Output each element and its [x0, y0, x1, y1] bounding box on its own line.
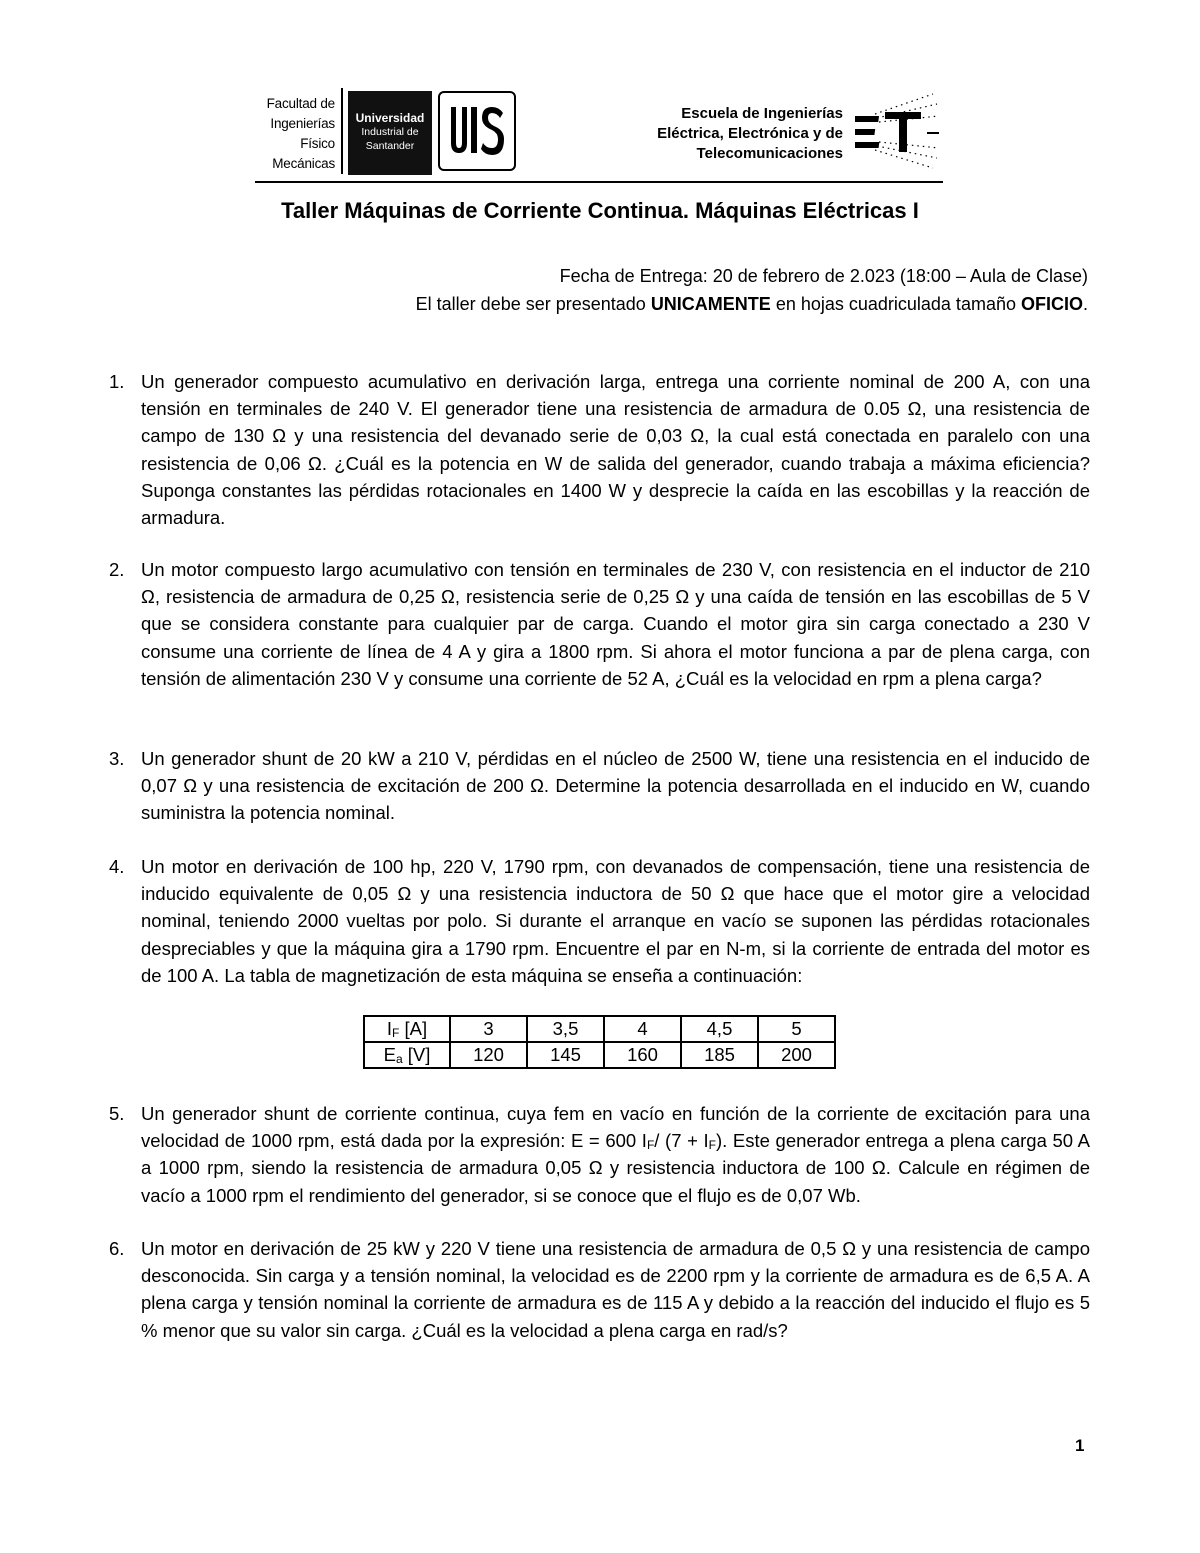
problem-text-part: / (7 + I — [654, 1130, 709, 1152]
problem-text: Un motor en derivación de 100 hp, 220 V, 1790 rpm, con devanados de compensación, tiene una resistencia de inducido equivalente de 0,05 Ω y una resistencia inductora de 50 Ω que hace que el motor gire a velocidad nominal, teniendo 2000 vueltas por polo. Si durante el arranque en vacío se suponen las pérdidas rotacionales despreciables y que la máquina gira a 1790 rpm. Encuentre el par en N-m, si la corriente de entrada del motor es de 100 A. La tabla de magnetización de esta máquina se enseña a continuación: — [141, 856, 1090, 986]
problem-text: Un generador compuesto acumulativo en derivación larga, entrega una corriente nominal de 200 A, con una tensión en terminales de 240 V. El generador tiene una resistencia de armadura de 0.05 Ω, una resistencia de campo de 130 Ω y una resistencia del devanado serie de 0,03 Ω, la cual está conectada en paralelo con una resistencia de 0,06 Ω. ¿Cuál es la potencia en W de salida del generador, cuando trabaja a máxima eficiencia? Suponga constantes las pérdidas rotacionales en 1400 W y desprecie la caída en las escobillas y la reacción de armadura. — [141, 371, 1090, 529]
instruction-emphasis: OFICIO — [1020, 294, 1083, 314]
problem-number: 5. — [109, 1103, 125, 1124]
table-row — [364, 1042, 835, 1068]
faculty-line: Mecánicas — [272, 156, 335, 171]
uis-logo-icon — [440, 93, 514, 169]
header-rule — [255, 181, 943, 183]
due-date: Fecha de Entrega: 20 de febrero de 2.023 (18:00 – Aula de Clase) — [559, 266, 1088, 286]
table-cell: 3,5 — [527, 1016, 604, 1042]
document-title: Taller Máquinas de Corriente Continua. Máquinas Eléctricas I — [281, 198, 919, 223]
problem-item — [109, 1100, 1090, 1209]
instruction-text: El taller debe ser presentado — [415, 294, 651, 314]
instruction-emphasis: UNICAMENTE — [650, 294, 771, 314]
unit-label: [V] — [402, 1044, 431, 1065]
faculty-line: Físico — [300, 136, 335, 151]
faculty-line: Facultad de — [266, 96, 335, 111]
page-number: 1 — [1075, 1436, 1085, 1455]
subscript: F — [392, 1025, 400, 1040]
problem-number: 1. — [109, 371, 125, 392]
problem-item — [109, 745, 1090, 827]
table-cell: 4,5 — [681, 1016, 758, 1042]
submission-info — [416, 262, 1088, 318]
instruction-text: en hojas cuadriculada tamaño — [770, 294, 1021, 314]
subscript: a — [395, 1051, 403, 1066]
page-header — [255, 86, 943, 182]
university-name-block — [348, 91, 432, 175]
problem-item — [109, 556, 1090, 692]
table-header-cell — [364, 1042, 450, 1068]
e3t-logo-icon — [855, 88, 943, 172]
table-cell: 185 — [681, 1042, 758, 1068]
e3t-logo — [855, 88, 943, 172]
school-name — [615, 104, 843, 164]
university-line: Industrial de — [361, 126, 419, 138]
table-cell: 3 — [450, 1016, 527, 1042]
table-header-cell — [364, 1016, 450, 1042]
problem-text-part: Un generador shunt de corriente continua, cuya fem en vacío en función de la corriente de excitación para una velocidad de 1000 rpm, está dada por la expresión: E = 600 I — [141, 1103, 1090, 1152]
problem-text-part: ). Este generador entrega a plena carga 50 A a 1000 rpm, siendo la resistencia de armadura 0,05 Ω y resistencia inductora de 100 Ω. Calcule en régimen de vacío a 1000 rpm el rendimiento del generador, si se conoce que el flujo es de 0,07 Wb. — [141, 1130, 1090, 1206]
problem-item — [109, 1235, 1090, 1344]
school-line: Escuela de Ingenierías — [681, 105, 843, 122]
school-line: Eléctrica, Electrónica y de — [657, 125, 843, 142]
problem-number: 6. — [109, 1238, 125, 1259]
magnetization-table — [363, 1015, 836, 1069]
problem-item — [109, 853, 1090, 989]
header-divider — [341, 88, 343, 174]
table-row — [364, 1016, 835, 1042]
problem-text: Un motor compuesto largo acumulativo con tensión en terminales de 230 V, con resistencia en el inductor de 210 Ω, resistencia de armadura de 0,25 Ω, resistencia serie de 0,25 Ω y una caída de tensión en las escobillas de 5 V que se considera constante para cualquier par de carga. Cuando el motor gira sin carga conectado a 230 V consume una corriente de línea de 4 A y gira a 1800 rpm. Si ahora el motor funciona a par de plena carga, con tensión de alimentación 230 V y consume una corriente de 52 A, ¿Cuál es la velocidad en rpm a plena carga? — [141, 559, 1090, 689]
emf-symbol: E — [383, 1044, 396, 1065]
submission-instructions — [416, 290, 1088, 318]
school-line: Telecomunicaciones — [696, 145, 843, 162]
table-cell: 200 — [758, 1042, 835, 1068]
table-cell: 160 — [604, 1042, 681, 1068]
uis-logo — [438, 91, 516, 171]
faculty-line: Ingenierías — [270, 116, 335, 131]
unit-label: [A] — [399, 1018, 428, 1039]
subscript: F — [708, 1138, 716, 1152]
table-cell: 4 — [604, 1016, 681, 1042]
problem-item — [109, 368, 1090, 531]
problem-number: 3. — [109, 748, 125, 769]
problem-text — [141, 1100, 1090, 1209]
faculty-name — [255, 94, 335, 174]
problem-number: 4. — [109, 856, 125, 877]
table-cell: 120 — [450, 1042, 527, 1068]
field-current-symbol: I — [386, 1018, 393, 1039]
problem-text: Un generador shunt de 20 kW a 210 V, pérdidas en el núcleo de 2500 W, tiene una resistencia en el inducido de 0,07 Ω y una resistencia de excitación de 200 Ω. Determine la potencia desarrollada en el inducido en W, cuando suministra la potencia nominal. — [141, 748, 1090, 824]
university-line: Universidad — [355, 111, 425, 125]
problem-text: Un motor en derivación de 25 kW y 220 V tiene una resistencia de armadura de 0,5 Ω y una resistencia de campo desconocida. Sin carga y a tensión nominal, la velocidad es de 2200 rpm y la corriente de armadura es de 6,5 A. A plena carga y tensión nominal la corriente de armadura es de 115 A y debido a la reacción del inducido el flujo es 5 % menor que su valor sin carga. ¿Cuál es la velocidad a plena carga en rad/s? — [141, 1238, 1090, 1341]
instruction-text: . — [1082, 294, 1088, 314]
university-line: Santander — [365, 140, 415, 152]
subscript: F — [646, 1138, 655, 1152]
table-cell: 5 — [758, 1016, 835, 1042]
table-cell: 145 — [527, 1042, 604, 1068]
problem-number: 2. — [109, 559, 125, 580]
